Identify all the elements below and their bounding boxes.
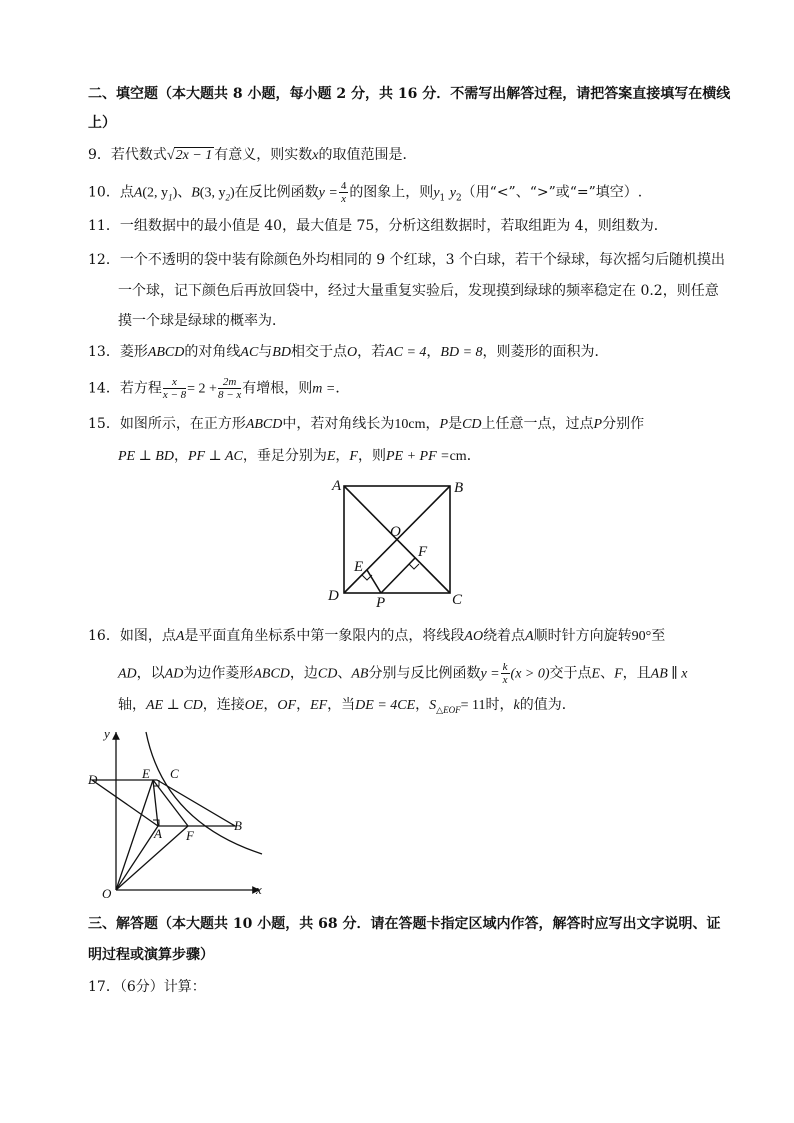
q14-fraction-1: $\frac{x}{x - 8}$ (162, 376, 187, 401)
segment-pf (381, 558, 415, 593)
label-o: O (390, 524, 401, 540)
section-2-heading: 二、填空题（本大题共 8 小题，每小题 2 分，共 16 分．不需写出解答过程，请把答案直接填写在横线 (88, 86, 731, 102)
question-15: 15．如图所示，在正方形ABCD中，若对角线长为10cm，P是CD上任意一点，过点P分别作 (88, 416, 645, 432)
label-o: O (102, 886, 112, 898)
question-12-line-2: 一个球，记下颜色后再放回袋中，经过大量重复实验后，发现摸到绿球的频率稳定在 0.2，则任意 (118, 283, 719, 299)
question-13: 13．菱形ABCD的对角线AC与BD相交于点O，若AC = 4，BD = 8，则菱形的面积为． (88, 344, 609, 360)
label-d: D (88, 772, 98, 787)
question-17: 17．（6分）计算： (88, 979, 206, 995)
q16-fraction: $\frac{k}{x}$ (502, 661, 508, 686)
rhombus-abcd (92, 780, 235, 826)
q14-fraction-2: $\frac{2m}{8 - x}$ (217, 376, 242, 401)
q9-text-2: 有意义，则实数 (214, 147, 313, 163)
question-16: 16．如图，点A是平面直角坐标系中第一象限内的点，将线段AO绕着点A顺时针方向旋转90°至 (88, 628, 666, 644)
question-12: 12．一个不透明的袋中装有除颜色外均相同的 9 个红球，3 个白球，若干个绿球，每次摇匀后随机摸出 (88, 252, 725, 268)
q9-number: 9． (88, 147, 111, 163)
q9-text: 若代数式 (110, 147, 167, 163)
question-10: 10．点A(2, $y_1$)、B(3, $y_2$)在反比例函数y = $\frac{4}{x}$ 的图象上，则$y_1$ $y_2$（用“<”、“>”或“=”填空）. (88, 180, 643, 205)
label-b: B (454, 480, 464, 496)
label-e: E (142, 766, 150, 781)
right-angle-f (409, 564, 419, 569)
segment-ef (153, 780, 188, 826)
label-b: B (234, 818, 242, 833)
section-3-heading: 三、解答题（本大题共 10 小题，共 68 分．请在答题卡指定区域内作答，解答时应写出文字说明、证 (88, 916, 721, 932)
question-15-line-2: PE ⊥ BD，PF ⊥ AC，垂足分别为E，F，则PE + PF =cm． (118, 448, 481, 464)
question-9 (88, 145, 417, 166)
figure-15-square (320, 474, 480, 610)
q9-var: x (312, 148, 319, 163)
label-f: F (186, 828, 194, 843)
label-c: C (452, 592, 463, 608)
section-3-heading-cont: 明过程或演算步骤） (88, 947, 214, 963)
question-12-line-3: 摸一个球是绿球的概率为． (118, 313, 286, 329)
segment-pe (367, 570, 381, 593)
question-16-line-3: 轴，AE ⊥ CD，连接OE，OF，EF，当DE = 4CE，$S_{\triangle EOF}= 11$时，k的值为． (118, 697, 576, 715)
label-c: C (170, 766, 179, 781)
question-11: 11．一组数据中的最小值是 40，最大值是 75，分析这组数据时，若取组距为 4，则组数为． (88, 218, 668, 234)
section-2-heading-cont: 上） (88, 115, 116, 131)
label-e: E (354, 559, 364, 575)
question-14: 14．若方程 $\frac{x}{x - 8}$ = 2 + $\frac{2m}{8 - x}$ 有增根，则m =． (88, 376, 350, 401)
question-16-line-2: AD，以AD为边作菱形ABCD，边CD、AB分别与反比例函数y = $\frac{k}{x}$ (x > 0)交于点E、F，且AB ∥ x (118, 661, 688, 686)
segment-ae (153, 780, 158, 826)
q9-sqrt: √2x − 1 (166, 148, 213, 163)
label-y: y (104, 726, 110, 741)
label-x: x (256, 882, 262, 897)
label-f: F (418, 544, 428, 560)
label-a: A (154, 826, 162, 841)
figure-16-coordinate (84, 726, 274, 898)
label-a: A (332, 478, 342, 494)
label-d: D (328, 588, 339, 604)
q10-fraction: $\frac{4}{x}$ (340, 180, 347, 205)
q9-tail: 的取值范围是． (318, 147, 417, 163)
label-p: P (376, 595, 386, 610)
